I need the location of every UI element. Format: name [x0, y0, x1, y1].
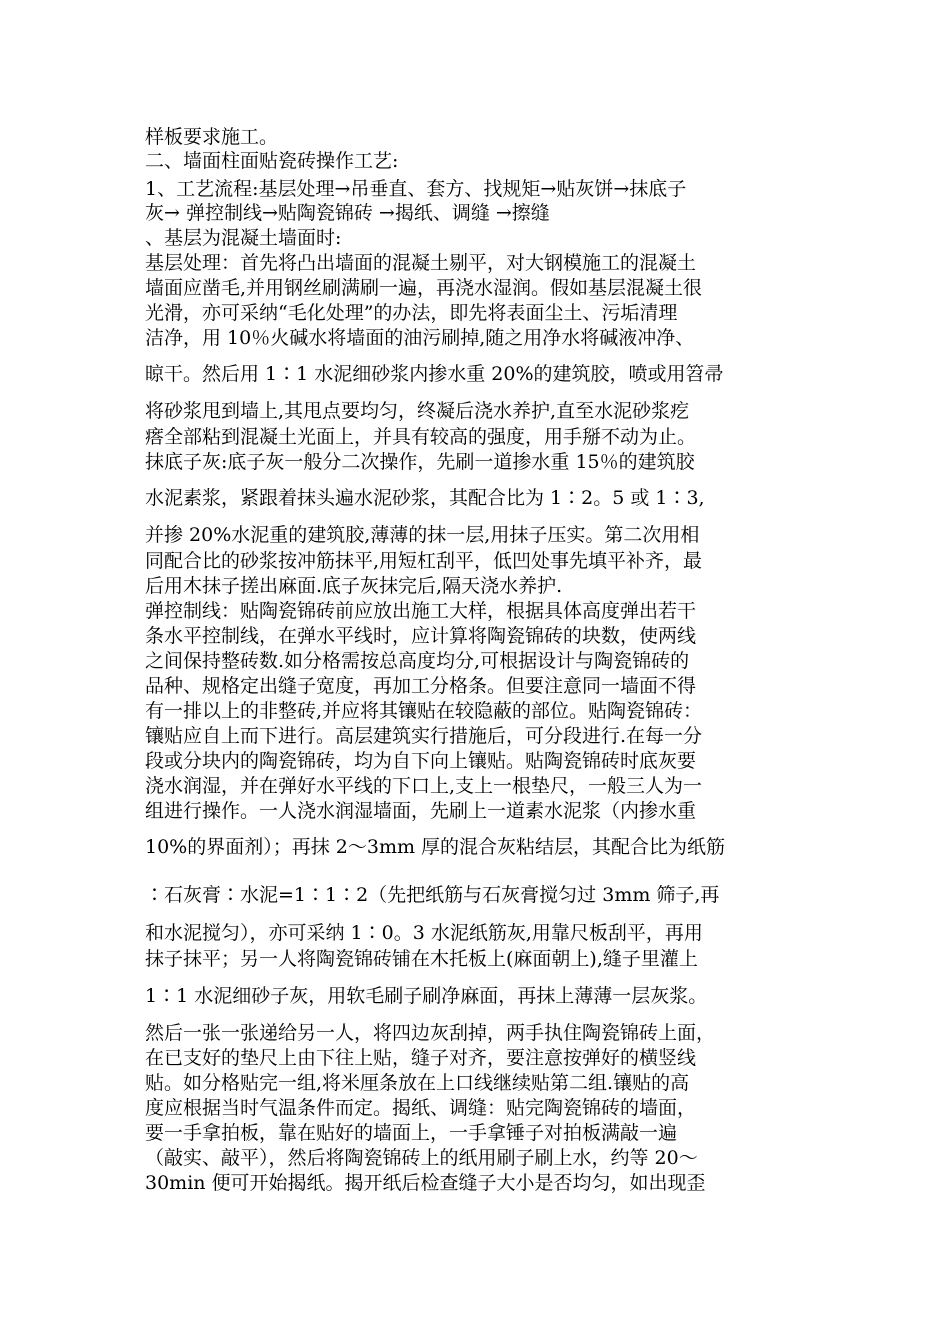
text-line: 弹控制线：贴陶瓷锦砖前应放出施工大样，根据具体高度弹出若干 — [145, 600, 697, 622]
text-line: 1∶1 水泥细砂子灰，用软毛刷子刷净麻面，再抹上薄薄一层灰浆。 — [145, 985, 708, 1007]
text-line: 品种、规格定出缝子宽度，再加工分格条。但要注意同一墙面不得 — [145, 675, 697, 697]
text-line: 瘩全部粘到混凝土光面上，并具有较高的强度，用手掰不动为止。 — [145, 426, 697, 448]
text-line: 度应根据当时气温条件而定。揭纸、调缝：贴完陶瓷锦砖的墙面， — [145, 1097, 697, 1119]
text-line: 、基层为混凝土墙面时: — [145, 227, 342, 249]
text-line: 组进行操作。一人浇水润湿墙面，先刷上一道素水泥浆（内掺水重 — [145, 800, 697, 822]
text-line: 1、工艺流程:基层处理→吊垂直、套方、找规矩→贴灰饼→抹底子 — [145, 178, 687, 200]
text-line: 镶贴应自上而下进行。高层建筑实行措施后，可分段进行.在每一分 — [145, 725, 703, 747]
section-heading: 二、墙面柱面贴瓷砖操作工艺: — [145, 150, 399, 172]
text-line: 条水平控制线，在弹水平线时，应计算将陶瓷锦砖的块数，使两线 — [145, 625, 697, 647]
text-line: 墙面应凿毛,并用钢丝刷满刷一遍，再浇水湿润。假如基层混凝土很 — [145, 277, 703, 299]
text-line: 和水泥搅匀），亦可采纳 1∶0。3 水泥纸筋灰,用靠尺板刮平，再用 — [145, 922, 703, 944]
text-line: 30min 便可开始揭纸。揭开纸后检查缝子大小是否均匀，如出现歪 — [145, 1172, 706, 1194]
text-line: 贴。如分格贴完一组,将米厘条放在上口线继续贴第二组.镶贴的高 — [145, 1072, 690, 1094]
text-line: 10%的界面剂）；再抹 2～3mm 厚的混合灰粘结层，其配合比为纸筋 — [145, 836, 726, 858]
text-line: 有一排以上的非整砖,并应将其镶贴在较隐蔽的部位。贴陶瓷锦砖： — [145, 700, 703, 722]
text-line: ∶石灰膏∶水泥=1∶1∶2（先把纸筋与石灰膏搅匀过 3mm 筛子,再 — [145, 884, 720, 906]
text-line: 基层处理：首先将凸出墙面的混凝土剔平，对大钢模施工的混凝土 — [145, 252, 697, 274]
text-line: 抹子抹平；另一人将陶瓷锦砖铺在木托板上(麻面朝上),缝子里灌上 — [145, 948, 698, 970]
text-line: 水泥素浆，紧跟着抹头遍水泥砂浆，其配合比为 1∶2。5 或 1∶3, — [145, 487, 705, 509]
text-line: 浇水润湿，并在弹好水平线的下口上,支上一根垫尺，一般三人为一 — [145, 775, 703, 797]
text-line: 洁净，用 10％火碱水将墙面的油污刷掉,随之用净水将碱液冲净、 — [145, 327, 695, 349]
text-line: 然后一张一张递给另一人，将四边灰刮掉，两手执住陶瓷锦砖上面， — [145, 1022, 716, 1044]
text-line: 要一手拿拍板，靠在贴好的墙面上，一手拿锤子对拍板满敲一遍 — [145, 1122, 678, 1144]
text-line: 灰→ 弹控制线→贴陶瓷锦砖 →揭纸、调缝 →擦缝 — [145, 202, 550, 224]
text-line: 之间保持整砖数.如分格需按总高度均分,可根据设计与陶瓷锦砖的 — [145, 650, 690, 672]
text-line: 段或分块内的陶瓷锦砖，均为自下向上镶贴。贴陶瓷锦砖时底灰要 — [145, 750, 697, 772]
text-line: 光滑，亦可采纳“毛化处理”的办法，即先将表面尘土、污垢清理 — [145, 302, 678, 324]
text-line: 在已支好的垫尺上由下往上贴，缝子对齐，要注意按弹好的横竖线 — [145, 1047, 697, 1069]
text-line: 后用木抹子搓出麻面.底子灰抹完后,隔天浇水养护. — [145, 575, 563, 597]
text-line: 样板要求施工。 — [145, 126, 279, 148]
text-line: 抹底子灰:底子灰一般分二次操作，先刷一道掺水重 15％的建筑胶 — [145, 451, 695, 473]
text-line: 并掺 20%水泥重的建筑胶,薄薄的抹一层,用抹子压实。第二次用相 — [145, 524, 700, 546]
text-line: 将砂浆甩到墙上,其甩点要均匀，终凝后浇水养护,直至水泥砂浆疙 — [145, 400, 690, 422]
text-line: 晾干。然后用 1∶1 水泥细砂浆内掺水重 20%的建筑胶，喷或用笤帚 — [145, 363, 724, 385]
text-line: 同配合比的砂浆按冲筋抹平,用短杠刮平，低凹处事先填平补齐，最 — [145, 550, 703, 572]
text-line: （敲实、敲平），然后将陶瓷锦砖上的纸用刷子刷上水，约等 20～ — [145, 1147, 698, 1169]
